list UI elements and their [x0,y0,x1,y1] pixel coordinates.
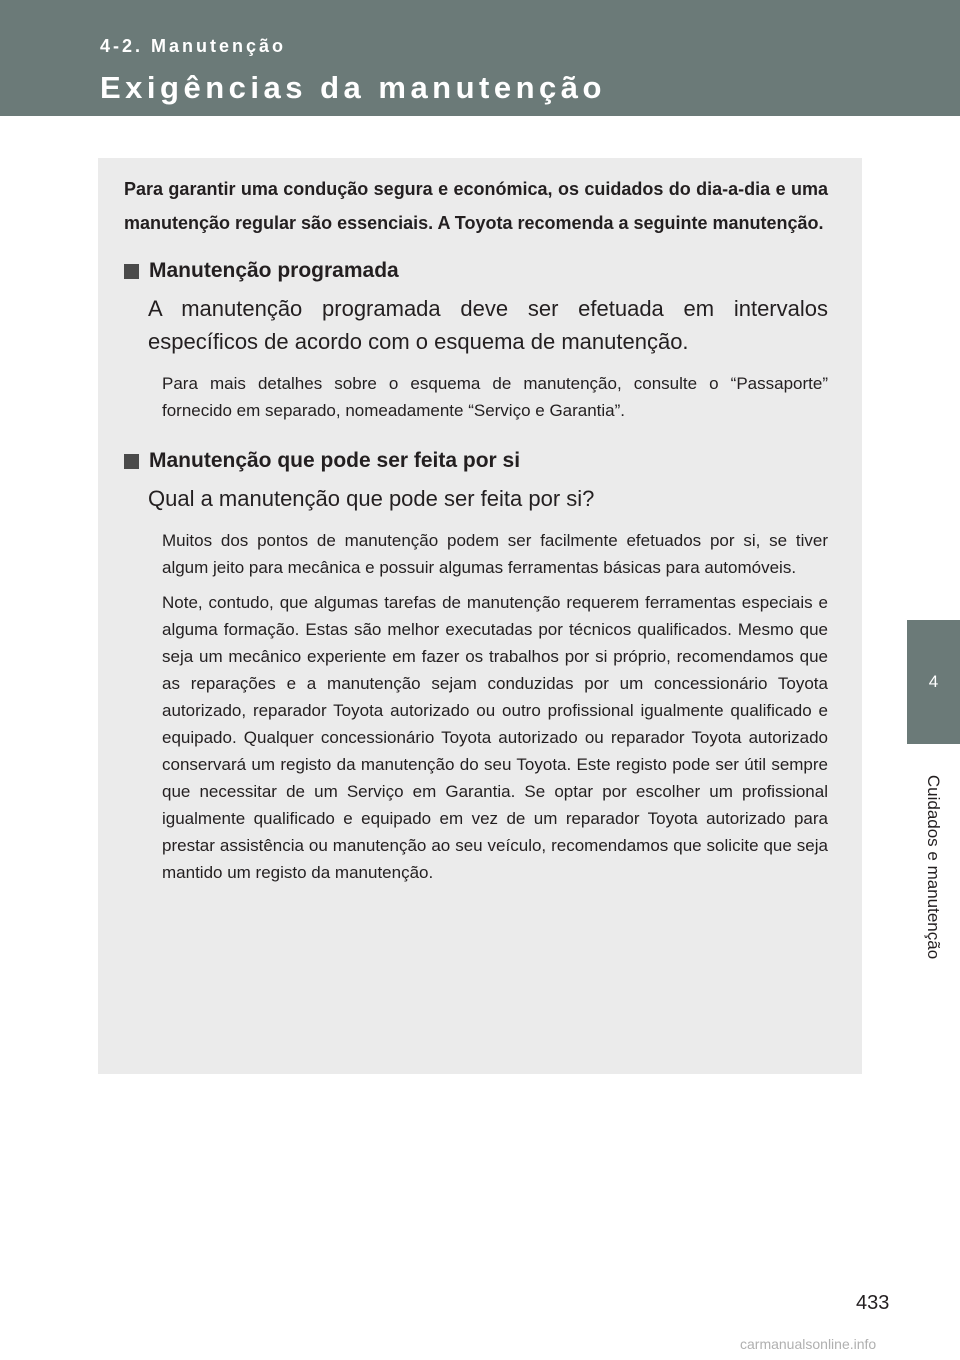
section-note: Muitos dos pontos de manutenção podem ser facilmente efetuados por si, se tiver algum jeito para mecânica e possuir algumas ferramentas básicas para automóveis. [162,531,828,577]
section-heading-text: Manutenção programada [149,259,399,282]
section-note: Para mais detalhes sobre o esquema de manutenção, consulte o “Passaporte” fornecido em separado, nomeadamente “Serviço e Garantia”. [162,374,828,420]
chapter-number: 4 [928,672,939,691]
chapter-side-label [907,752,960,982]
page-title: Exigências da manutenção [100,70,606,105]
section-heading-diy [124,446,828,476]
chapter-tab [907,620,960,744]
square-bullet-icon [124,264,139,279]
section-lead: Qual a manutenção que pode ser feita por si? [148,486,595,511]
section-note: Note, contudo, que algumas tarefas de manutenção requerem ferramentas especiais e alguma formação. Estas são melhor executadas por técnicos qualificados. Mesmo que seja um mecânico experiente em fazer os trabalhos por si próprio, recomendamos que as reparações e a manutenção sejam conduzidas por um concessionário Toyota autorizado, reparador Toyota autorizado ou outro profissional igualmente qualificado e equipado. Qualquer concessionário Toyota autorizado ou reparador Toyota autorizado conservará um registo da manutenção do seu Toyota. Este registo pode ser útil sempre que necessitar de um Serviço em Garantia. Se optar por escolher um profissional igualmente qualificado e equipado em vez de um reparador Toyota autorizado para prestar assistência ou manutenção ao seu veículo, recomendamos que solicite que seja mantido um registo da manutenção. [162,593,828,882]
section-heading-programmed [124,256,828,286]
page-header [0,0,960,116]
section-lead: A manutenção programada deve ser efetuada em intervalos específicos de acordo com o esquema de manutenção. [148,296,828,354]
intro-paragraph: Para garantir uma condução segura e económica, os cuidados do dia-a-dia e uma manutenção regular são essenciais. A Toyota recomenda a seguinte manutenção. [124,179,828,233]
section-heading-text: Manutenção que pode ser feita por si [149,449,521,472]
content-box [98,158,862,1074]
section-label: 4-2. Manutenção [100,36,287,56]
watermark: carmanualsonline.info [740,1336,877,1352]
spacer [124,432,828,446]
chapter-title: Cuidados e manutenção [924,774,944,960]
page-number: 433 [856,1292,890,1314]
square-bullet-icon [124,454,139,469]
